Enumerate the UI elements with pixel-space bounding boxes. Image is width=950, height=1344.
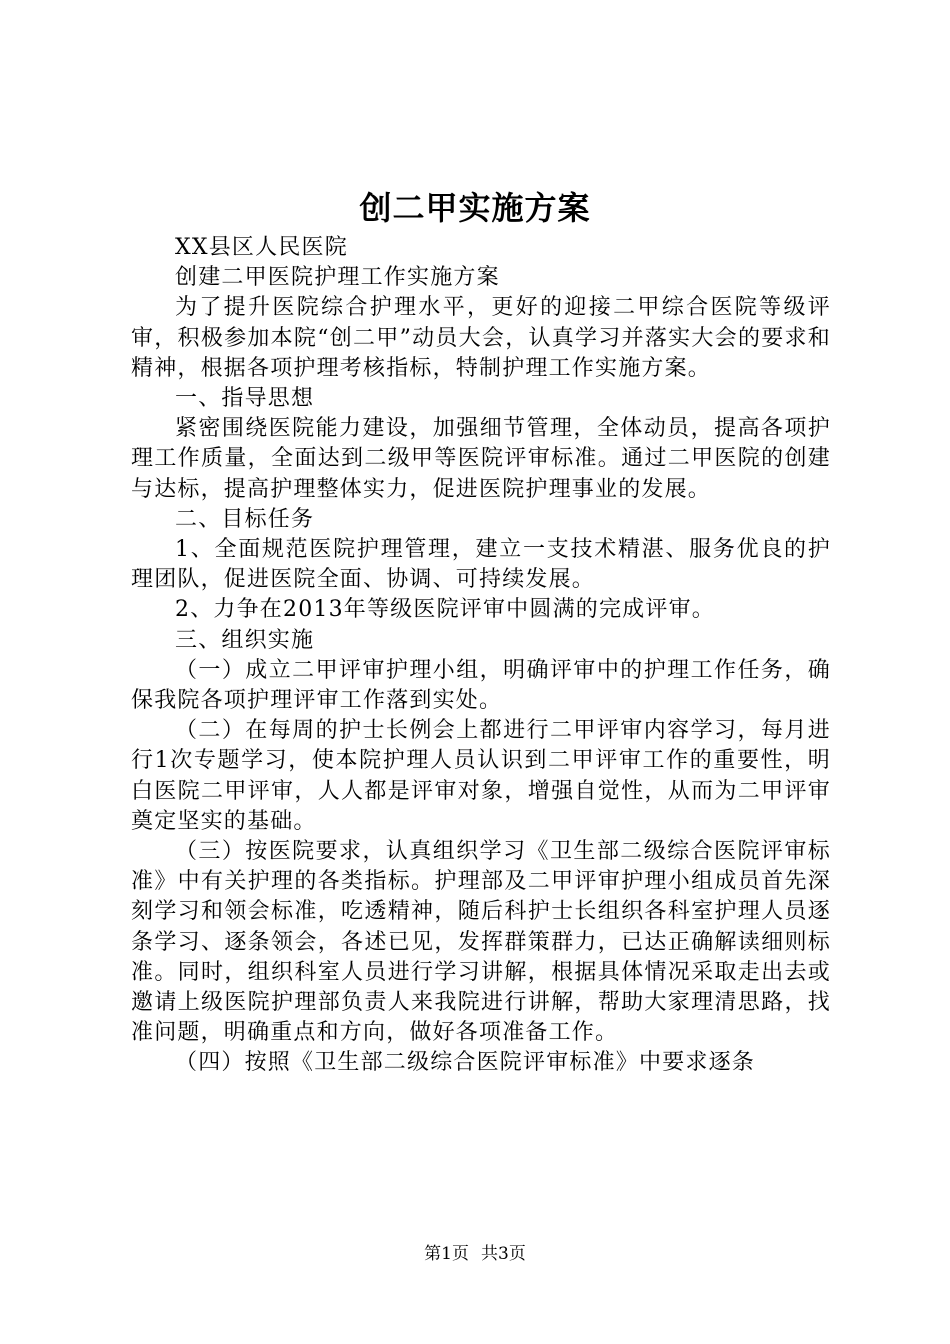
plan-subtitle: 创建二甲医院护理工作实施方案 (175, 265, 500, 291)
page-number-total: 共3页 (481, 1244, 526, 1264)
implementation-item-3: （三）按医院要求，认真组织学习《卫生部二级综合医院评审标准》中有关护理的各类指标。护理部及二甲评审护理小组成员首先深刻学习和领会标准，吃透精神，随后科护士长组织各科室护理人员逐条学习、逐条领会，各述已见，发挥群策群力，已达正确解读细则标准。同时，组织科室人员进行学习讲解，根据具体情况采取走出去或邀请上级医院护理部负责人来我院进行讲解，帮助大家理清思路，找准问题，明确重点和方向，做好各项准备工作。 (131, 839, 831, 1046)
guiding-ideology-paragraph: 紧密围绕医院能力建设，加强细节管理，全体动员，提高各项护理工作质量，全面达到二级甲等医院评审标准。通过二甲医院的创建与达标，提高护理整体实力，促进医院护理事业的发展。 (131, 416, 831, 502)
hospital-name: XX县区人民医院 (175, 235, 348, 260)
section-heading-implementation: 三、组织实施 (175, 627, 315, 653)
implementation-item-4: （四）按照《卫生部二级综合医院评审标准》中要求逐条 (175, 1050, 756, 1076)
goal-item-1: 1、全面规范医院护理管理，建立一支技术精湛、服务优良的护理团队，促进医院全面、协调、可持续发展。 (131, 537, 831, 593)
page-number-current: 第1页 (424, 1244, 469, 1264)
goal-item-2: 2、力争在2013年等级医院评审中圆满的完成评审。 (175, 597, 715, 623)
section-heading-guiding-ideology: 一、指导思想 (175, 386, 315, 412)
page-footer (0, 1242, 950, 1266)
implementation-item-1: （一）成立二甲评审护理小组，明确评审中的护理工作任务，确保我院各项护理评审工作落到实处。 (131, 657, 831, 714)
section-heading-goals: 二、目标任务 (175, 506, 315, 532)
implementation-item-2: （二）在每周的护士长例会上都进行二甲评审内容学习，每月进行1次专题学习，使本院护理人员认识到二甲评审工作的重要性，明白医院二甲评审，人人都是评审对象，增强自觉性，从而为二甲评审奠定坚实的基础。 (131, 718, 831, 834)
intro-paragraph: 为了提升医院综合护理水平，更好的迎接二甲综合医院等级评审，积极参加本院“创二甲”动员大会，认真学习并落实大会的要求和精神，根据各项护理考核指标，特制护理工作实施方案。 (131, 295, 831, 381)
document-title: 创二甲实施方案 (359, 189, 591, 227)
document-body (131, 233, 831, 1079)
